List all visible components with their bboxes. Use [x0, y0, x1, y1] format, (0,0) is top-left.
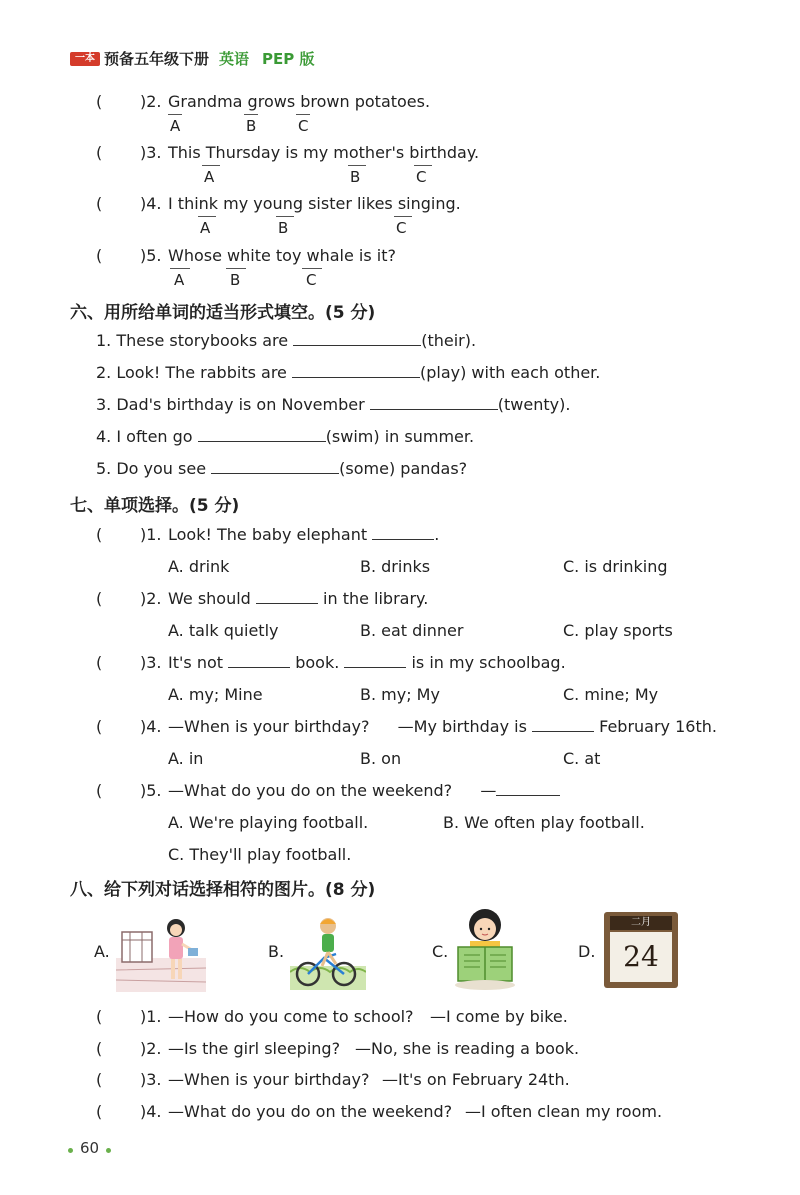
option-letter: B	[278, 219, 289, 237]
question-number: )2.	[140, 1039, 162, 1058]
question-number: )3.	[140, 653, 162, 672]
option-a[interactable]: A. We're playing football.	[168, 813, 369, 832]
answer-paren[interactable]: (	[96, 194, 103, 213]
answer-blank[interactable]	[344, 653, 406, 668]
answer-blank[interactable]	[256, 589, 318, 604]
page-dot-left	[68, 1148, 73, 1153]
dialogue-question: —How do you come to school?	[168, 1007, 414, 1026]
fill-blank-item: 4. I often go (swim) in summer.	[96, 427, 475, 446]
question-text: It's not book. is in my schoolbag.	[168, 653, 566, 672]
option-letter: C	[306, 271, 317, 289]
dialogue-question: —Is the girl sleeping?	[168, 1039, 341, 1058]
option-letter: B	[230, 271, 241, 289]
option-letter: B	[350, 168, 361, 186]
section-eight-title: 八、给下列对话选择相符的图片。(8 分)	[70, 880, 376, 900]
question-text: —When is your birthday? —My birthday is February 16th.	[168, 717, 717, 736]
option-a[interactable]: A. my; Mine	[168, 685, 263, 704]
boy-cycling-icon	[290, 914, 366, 990]
question-number: )5.	[140, 246, 162, 265]
calendar-month: 二月	[610, 916, 672, 930]
answer-blank[interactable]	[211, 459, 339, 474]
dialogue-answer: —It's on February 24th.	[382, 1070, 570, 1089]
question-number: )4.	[140, 1102, 162, 1121]
option-a[interactable]: A. in	[168, 749, 204, 768]
question-number: )1.	[140, 1007, 162, 1026]
picture-label-d: D.	[578, 942, 596, 961]
fill-blank-item: 1. These storybooks are (their).	[96, 331, 477, 350]
answer-blank[interactable]	[496, 781, 560, 796]
section-seven-title: 七、单项选择。(5 分)	[70, 496, 240, 516]
question-number: )2.	[140, 92, 162, 111]
dialogue-question: —When is your birthday?	[168, 1070, 370, 1089]
question-number: )4.	[140, 717, 162, 736]
dialogue-answer: —I often clean my room.	[465, 1102, 663, 1121]
answer-paren[interactable]: (	[96, 143, 103, 162]
option-c[interactable]: C. is drinking	[563, 557, 668, 576]
girl-watering-icon	[116, 910, 206, 992]
answer-paren[interactable]: (	[96, 1039, 103, 1058]
answer-blank[interactable]	[228, 653, 290, 668]
answer-paren[interactable]: (	[96, 1070, 103, 1089]
dialogue-answer: —No, she is reading a book.	[355, 1039, 580, 1058]
question-sentence: This Thursday is my mother's birthday.	[168, 143, 480, 162]
option-a[interactable]: A. talk quietly	[168, 621, 279, 640]
option-letter: A	[170, 117, 181, 135]
header-badge: 一本	[70, 52, 100, 66]
question-sentence: Grandma grows brown potatoes.	[168, 92, 431, 111]
option-c[interactable]: C. at	[563, 749, 601, 768]
fill-blank-item: 5. Do you see (some) pandas?	[96, 459, 468, 478]
answer-paren[interactable]: (	[96, 1102, 103, 1121]
page-dot-right	[106, 1148, 111, 1153]
option-c[interactable]: C. They'll play football.	[168, 845, 352, 864]
answer-paren[interactable]: (	[96, 1007, 103, 1026]
question-sentence: I think my young sister likes singing.	[168, 194, 461, 213]
option-letter: A	[174, 271, 185, 289]
question-text: —What do you do on the weekend? —	[168, 781, 560, 800]
picture-label-c: C.	[432, 942, 449, 961]
question-text: Look! The baby elephant .	[168, 525, 440, 544]
answer-paren[interactable]: (	[96, 246, 103, 265]
question-number: )3.	[140, 1070, 162, 1089]
option-letter: A	[200, 219, 211, 237]
answer-paren[interactable]: (	[96, 653, 103, 672]
question-number: )5.	[140, 781, 162, 800]
option-b[interactable]: B. my; My	[360, 685, 440, 704]
option-letter: C	[298, 117, 309, 135]
option-c[interactable]: C. mine; My	[563, 685, 659, 704]
fill-blank-item: 2. Look! The rabbits are (play) with each other.	[96, 363, 601, 382]
question-number: )1.	[140, 525, 162, 544]
girl-reading-icon	[452, 905, 518, 991]
answer-paren[interactable]: (	[96, 92, 103, 111]
question-number: )4.	[140, 194, 162, 213]
answer-paren[interactable]: (	[96, 525, 103, 544]
option-letter: C	[416, 168, 427, 186]
calendar-icon	[604, 912, 678, 988]
subject-label: 英语	[219, 50, 250, 68]
book-title: 预备五年级下册	[104, 50, 210, 68]
option-letter: C	[396, 219, 407, 237]
option-b[interactable]: B. We often play football.	[443, 813, 645, 832]
edition-label: PEP 版	[262, 50, 315, 68]
answer-blank[interactable]	[370, 395, 498, 410]
dialogue-answer: —I come by bike.	[430, 1007, 568, 1026]
page-number: 60	[80, 1139, 100, 1157]
dialogue-question: —What do you do on the weekend?	[168, 1102, 453, 1121]
answer-blank[interactable]	[292, 363, 420, 378]
answer-blank[interactable]	[293, 331, 421, 346]
answer-paren[interactable]: (	[96, 781, 103, 800]
answer-blank[interactable]	[532, 717, 594, 732]
answer-paren[interactable]: (	[96, 589, 103, 608]
option-c[interactable]: C. play sports	[563, 621, 673, 640]
section-six-title: 六、用所给单词的适当形式填空。(5 分)	[70, 303, 376, 323]
question-number: )2.	[140, 589, 162, 608]
calendar-day: 24	[610, 932, 672, 982]
option-b[interactable]: B. drinks	[360, 557, 431, 576]
fill-blank-item: 3. Dad's birthday is on November (twenty).	[96, 395, 571, 414]
option-b[interactable]: B. on	[360, 749, 402, 768]
answer-blank[interactable]	[198, 427, 326, 442]
option-letter: B	[246, 117, 257, 135]
picture-label-b: B.	[268, 942, 285, 961]
question-text: We should in the library.	[168, 589, 429, 608]
option-a[interactable]: A. drink	[168, 557, 230, 576]
question-number: )3.	[140, 143, 162, 162]
answer-paren[interactable]: (	[96, 717, 103, 736]
option-letter: A	[204, 168, 215, 186]
option-b[interactable]: B. eat dinner	[360, 621, 464, 640]
picture-label-a: A.	[94, 942, 110, 961]
answer-blank[interactable]	[372, 525, 434, 540]
question-sentence: Whose white toy whale is it?	[168, 246, 396, 265]
